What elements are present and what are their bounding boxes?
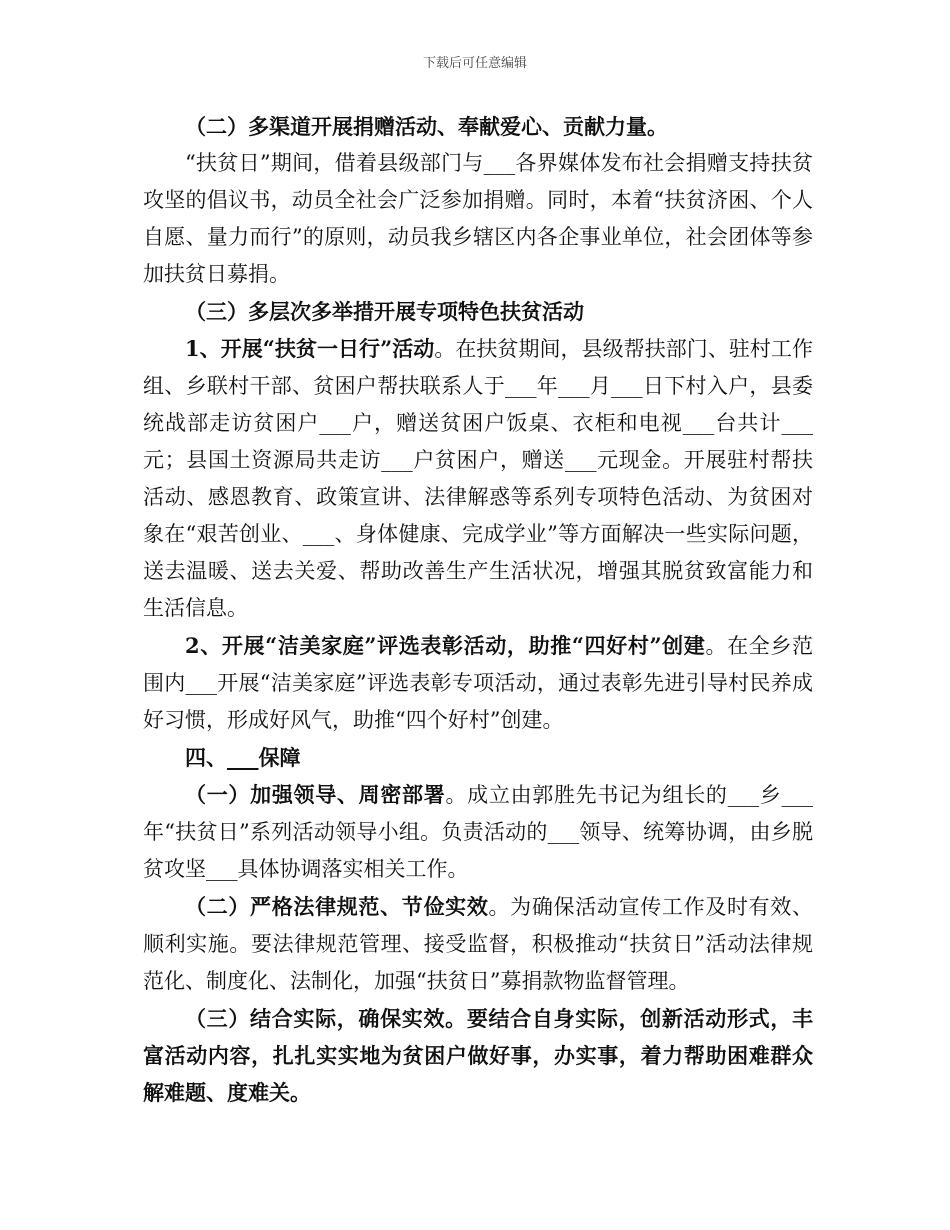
item-2-title: 2、开展“洁美家庭”评选表彰活动，助推“四好村”创建: [185, 633, 706, 658]
heading-multi-channel-donation: （二）多渠道开展捐赠活动、奉献爱心、贡献力量。: [185, 114, 668, 139]
paragraph-section-3: （三）结合实际，确保实效。要结合自身实际，创新活动形式，丰富活动内容，扎扎实实地为贫困户做好事，办实事，着力帮助困难群众解难题、度难关。: [143, 1006, 813, 1105]
item-1-title: 1、开展“扶贫一日行”活动: [185, 336, 435, 361]
paragraph-section-2: [143, 888, 813, 1000]
section-1-text: 。成立由郭胜先书记为组长的___乡___年“扶贫日”系列活动领导小组。负责活动的___领导、统筹协调，由乡脱贫攻坚___具体协调落实相关工作。: [143, 783, 814, 881]
item-1-text: 。在扶贫期间，县级帮扶部门、驻村工作组、乡联村干部、贫困户帮扶联系人于___年___月___日下村入户，县委统战部走访贫困户___户，赠送贫困户饭桌、衣柜和电视___台共计___元；县国土资源局共走访___户贫困户，赠送___元现金。开展驻村帮扶活动、感恩教育、政策宣讲、法律解惑等系列专项特色活动、为贫困对象在“艰苦创业、___、身体健康、完成学业”等方面解决一些实际问题，送去温暖、送去关爱、帮助改善生产生活状况，增强其脱贫致富能力和生活信息。: [143, 337, 814, 620]
item-2-text: 。在全乡范围内___开展“洁美家庭”评选表彰专项活动，通过表彰先进引导村民养成好习惯，形成好风气，助推“四个好村”创建。: [143, 634, 813, 732]
heading-section-4: 四、___保障: [185, 745, 301, 770]
header-note: 下载后可任意编辑: [422, 56, 527, 71]
paragraph-section-1: [143, 776, 813, 888]
heading-special-activities: （三）多层次多举措开展专项特色扶贫活动: [185, 299, 584, 324]
paragraph-item-1: [143, 330, 813, 627]
document-body: [143, 108, 813, 1111]
paragraph-item-2: [143, 627, 813, 739]
section-1-title: （一）加强领导、周密部署: [185, 782, 446, 807]
paragraph-donation: “扶贫日”期间，借着县级部门与___各界媒体发布社会捐赠支持扶贫攻坚的倡议书，动员全社会广泛参加捐赠。同时，本着“扶贫济困、个人自愿、量力而行”的原则，动员我乡辖区内各企事业单位，社会团体等参加扶贫日募捐。: [143, 151, 813, 286]
section-2-title: （二）严格法律规范、节俭实效: [185, 894, 489, 919]
section-2-text: 。为确保活动宣传工作及时有效、顺利实施。要法律规范管理、接受监督，积极推动“扶贫日”活动法律规范化、制度化、法制化，加强“扶贫日”募捐款物监督管理。: [143, 895, 813, 993]
